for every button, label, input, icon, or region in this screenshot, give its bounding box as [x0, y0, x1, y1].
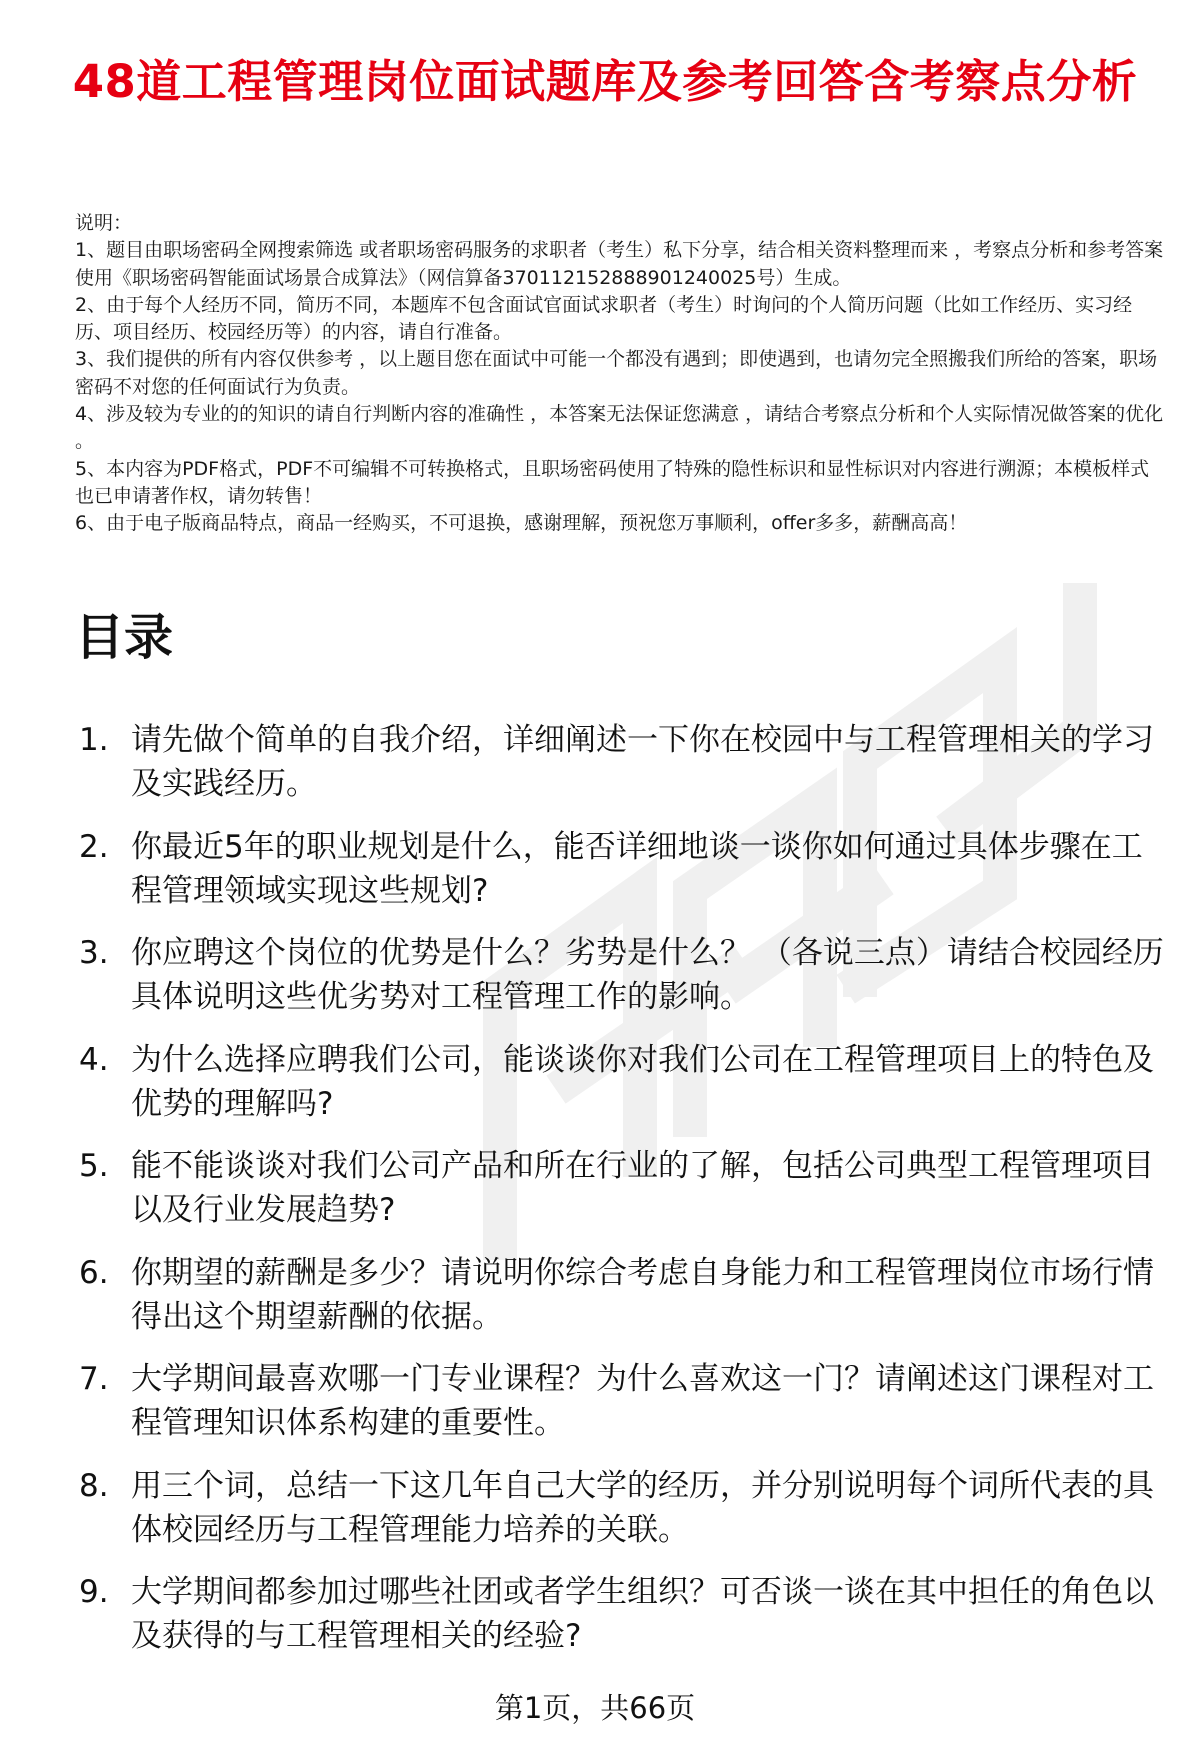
- toc-item[interactable]: [75, 1251, 1165, 1339]
- document-title: 48道工程管理岗位面试题库及参考回答含考察点分析: [72, 55, 1138, 108]
- toc-item-number: 6.: [79, 1254, 109, 1291]
- toc-item[interactable]: [75, 1144, 1165, 1232]
- toc-item-number: 3.: [79, 935, 109, 971]
- toc-item-text: 能不能谈谈对我们公司产品和所在行业的了解，包括公司典型工程管理项目以及行业发展趋势?: [131, 1148, 1154, 1228]
- note-item: 2、由于每个人经历不同，简历不同，本题库不包含面试官面试求职者（考生）时询问的个人简历问题（比如工作经历、实习经历、项目经历、校园经历等）的内容，请自行准备。: [75, 293, 1133, 344]
- toc-item[interactable]: [75, 1570, 1165, 1658]
- note-item: 5、本内容为PDF格式，PDF不可编辑不可转换格式，且职场密码使用了特殊的隐性标识和显性标识对内容进行溯源；本模板样式也已申请著作权，请勿转售！: [75, 457, 1150, 507]
- toc-item[interactable]: [75, 718, 1165, 806]
- notes-heading: 说明：: [75, 212, 133, 234]
- toc-item-number: 2.: [79, 828, 109, 865]
- toc-item-text: 你期望的薪酬是多少？请说明你综合考虑自身能力和工程管理岗位市场行情得出这个期望薪酬的依据。: [131, 1254, 1154, 1335]
- note-item: 3、我们提供的所有内容仅供参考 ，以上题目您在面试中可能一个都没有遇到；即使遇到，也请勿完全照搬我们所给的答案，职场密码不对您的任何面试行为负责。: [75, 348, 1158, 398]
- toc-item-number: 4.: [79, 1041, 109, 1078]
- toc-item-text: 请先做个简单的自我介绍，详细阐述一下你在校园中与工程管理相关的学习及实践经历。: [131, 722, 1154, 802]
- toc-item-number: 8.: [79, 1467, 109, 1504]
- toc-item-text: 大学期间最喜欢哪一门专业课程？为什么喜欢这一门？请阐述这门课程对工程管理知识体系构建的重要性。: [131, 1361, 1154, 1441]
- toc-item-text: 你应聘这个岗位的优势是什么？劣势是什么？ （各说三点）请结合校园经历具体说明这些优劣势对工程管理工作的影响。: [131, 935, 1164, 1015]
- toc-item-number: 1.: [79, 722, 109, 758]
- toc-item-text: 为什么选择应聘我们公司，能谈谈你对我们公司在工程管理项目上的特色及优势的理解吗?: [131, 1041, 1154, 1122]
- toc-item[interactable]: [75, 1357, 1165, 1445]
- note-item: 6、由于电子版商品特点，商品一经购买，不可退换，感谢理解，预祝您万事顺利，offer多多，薪酬高高！: [75, 512, 968, 535]
- toc-heading: 目录: [75, 609, 174, 666]
- toc-item-text: 你最近5年的职业规划是什么，能否详细地谈一谈你如何通过具体步骤在工程管理领域实现这些规划?: [131, 828, 1143, 909]
- note-item: 1、题目由职场密码全网搜索筛选 或者职场密码服务的求职者（考生）私下分享，结合相关资料整理而来 ，考察点分析和参考答案使用《职场密码智能面试场景合成算法》（网信算备370112152888901240025号）生成。: [75, 239, 1164, 289]
- toc-item-number: 7.: [79, 1361, 109, 1397]
- toc-item[interactable]: [75, 1038, 1165, 1126]
- toc-item-number: 9.: [79, 1574, 109, 1610]
- notes-section: [75, 210, 1165, 538]
- toc-item[interactable]: [75, 931, 1165, 1019]
- toc-item-text: 用三个词，总结一下这几年自己大学的经历，并分别说明每个词所代表的具体校园经历与工程管理能力培养的关联。: [131, 1467, 1154, 1548]
- page-footer: 第1页，共66页: [494, 1691, 696, 1725]
- toc-item-text: 大学期间都参加过哪些社团或者学生组织？可否谈一谈在其中担任的角色以及获得的与工程管理相关的经验?: [131, 1574, 1154, 1654]
- note-item: 4、涉及较为专业的的知识的请自行判断内容的准确性 ，本答案无法保证您满意 ，请结合考察点分析和个人实际情况做答案的优化 。: [75, 403, 1164, 453]
- toc-item[interactable]: [75, 1464, 1165, 1552]
- toc-list: [75, 718, 1165, 1677]
- toc-item-number: 5.: [79, 1148, 109, 1184]
- toc-item[interactable]: [75, 825, 1165, 913]
